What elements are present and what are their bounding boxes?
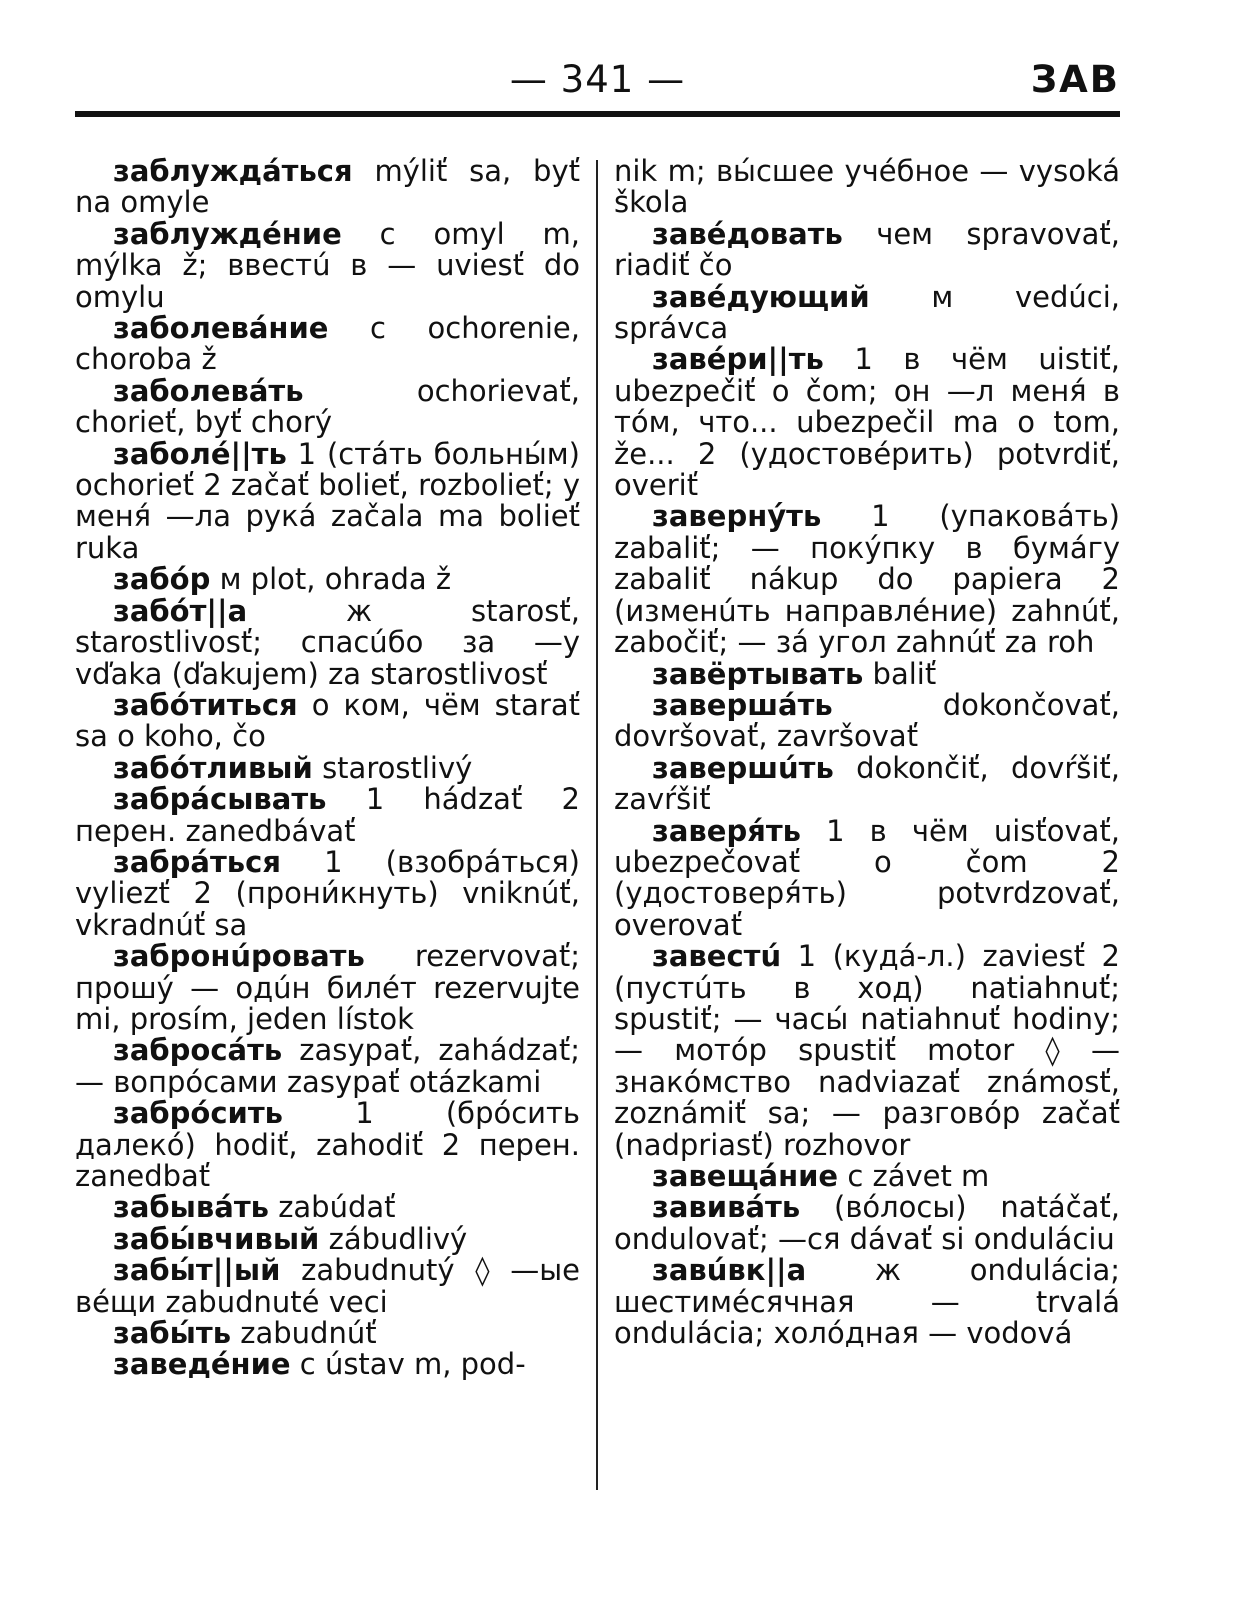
dictionary-entry: [614, 687, 1120, 754]
entry-definition: чем spravovať, riadiť čo: [614, 216, 1120, 283]
entry-headword: забóтиться: [113, 687, 298, 722]
dictionary-entry: [75, 687, 581, 754]
entry-definition: с ústav m, pod-: [299, 1347, 526, 1382]
entry-definition: с ochorenie, choroba ž: [75, 311, 580, 377]
entry-headword: заверя́ть: [652, 813, 801, 848]
dictionary-entry: [75, 373, 580, 440]
entry-headword: забронúровать: [113, 939, 365, 974]
dictionary-entry: [75, 313, 580, 376]
entry-headword: завивáть: [652, 1190, 801, 1225]
entry-definition: mýliť sa, byť na omyle: [75, 154, 580, 220]
entry-headword: завёртывать: [652, 656, 864, 691]
dictionary-entry: [75, 844, 580, 942]
dictionary-entry: [75, 750, 580, 785]
entry-definition: zasypať, zahádzať; — вопрóсами zasypať otázkami: [75, 1033, 581, 1099]
entry-headword: забы́ть: [113, 1316, 232, 1351]
dictionary-entry: [75, 1098, 580, 1192]
entry-headword: забывáть: [113, 1190, 269, 1225]
entry-headword: заблуждéние: [113, 216, 342, 251]
entry-definition: м plot, ohrada ž: [219, 562, 452, 597]
dictionary-entry: [75, 564, 580, 595]
entry-headword: завещáние: [652, 1159, 839, 1193]
entry-headword: забрáсывать: [113, 782, 327, 817]
right-column: [614, 156, 1120, 1349]
dictionary-entry: [614, 750, 1120, 817]
dictionary-entry: [75, 1035, 580, 1098]
entry-definition: ж starosť, starostlivosť; спасúбо за —у vďaka (ďakujem) za starostlivosť: [75, 593, 580, 691]
entry-headword: забóт||а: [113, 593, 248, 628]
entry-definition: dokončovať, dovršovať, završovať: [614, 687, 1120, 754]
entry-headword: заблуждáться: [113, 154, 353, 188]
dictionary-entry: [614, 1161, 1120, 1192]
entry-headword: забóтливый: [113, 750, 313, 785]
entry-headword: завéдовать: [652, 216, 843, 251]
entry-definition: 1 (взобрáться) vyliezť 2 (прони́кнуть) vniknúť, vkradnúť sa: [75, 844, 580, 942]
entry-headword: заболевáние: [113, 311, 329, 346]
entry-definition: starostlivý: [322, 750, 473, 785]
entry-definition: с omyl m, mýlka ž; ввестú в — uviesť do omylu: [75, 216, 580, 314]
dictionary-entry: [614, 344, 1120, 501]
entry-headword: забóр: [113, 562, 211, 597]
dictionary-entry: [75, 156, 580, 219]
entry-headword: завершúть: [652, 750, 834, 785]
left-column: [75, 156, 580, 1381]
dictionary-entry: [75, 1221, 580, 1256]
running-head: ЗАВ: [1030, 58, 1120, 101]
entry-definition: м vedúci, správca: [614, 279, 1121, 346]
entry-headword: завéри||ть: [652, 342, 824, 377]
dictionary-entry: [614, 1192, 1120, 1255]
dictionary-entry: [75, 216, 580, 314]
dictionary-entry: [614, 279, 1121, 346]
dictionary-entry: [614, 156, 1120, 219]
entry-headword: забы́т||ый: [113, 1253, 281, 1288]
dictionary-entry: [614, 656, 1120, 691]
dictionary-entry: [75, 1255, 580, 1318]
entry-definition: с závet m: [847, 1159, 990, 1193]
entry-headword: завернýть: [652, 499, 822, 534]
entry-definition: zabudnúť: [240, 1316, 377, 1351]
entry-headword: завестú: [652, 939, 782, 974]
entry-definition: (вóлосы) natáčať, ondulovať; —ся dávať si onduláciu: [614, 1190, 1120, 1256]
entry-headword: завершáть: [652, 687, 833, 722]
entry-definition: 1 hádzať 2 перен. zanedbávať: [75, 782, 581, 848]
entry-definition: zabúdať: [278, 1190, 396, 1225]
entry-definition: 1 (стáть больны́м) ochorieť 2 začať bolieť, rozbolieť; у меня́ —ла рукá začala ma bolieť ruka: [75, 436, 580, 565]
dictionary-entry: [614, 501, 1120, 658]
entry-headword: заболевáть: [113, 373, 304, 408]
entry-headword: забрáться: [113, 844, 281, 879]
entry-definition: rezervovať; прошý — одúн билéт rezervujte mi, prosím, jeden lístok: [75, 939, 580, 1036]
entry-definition: nik m; вы́сшее учéбное — vysoká škola: [614, 154, 1120, 220]
entry-definition: dokončiť, dovŕšiť, zavŕšiť: [614, 750, 1120, 817]
entry-definition: 1 в чём uistiť, ubezpečiť o čom; он —л меня́ в тóм, что... ubezpečil ma o tom, že... 2 (удостовéрить) potvrdiť, overiť: [614, 342, 1120, 503]
entry-headword: забы́вчивый: [113, 1221, 320, 1256]
entry-definition: zábudlivý: [328, 1221, 468, 1256]
entry-definition: 1 (брóсить далекó) hodiť, zahodiť 2 перен. zanedbať: [75, 1096, 580, 1193]
dictionary-entry: [75, 593, 580, 691]
dictionary-entry: [75, 1318, 580, 1349]
entry-headword: забрóсить: [113, 1096, 284, 1131]
page-number: — 341 —: [509, 58, 686, 101]
entry-headword: заведéние: [113, 1347, 291, 1382]
dictionary-entry: [614, 813, 1121, 942]
entry-headword: заболé||ть: [113, 436, 287, 471]
header-rule: [75, 111, 1120, 117]
column-divider: [596, 160, 598, 1490]
entry-definition: 1 (кудá-л.) zaviesť 2 (пустúть в ход) natiahnuť; spustiť; — часы́ natiahnuť hodiny; — мотóр spustiť motor ◊ — знакóмство nadviazať známosť, zoznámiť sa; — разговóр začať (nadpriasť) rozhovor: [614, 939, 1120, 1162]
dictionary-entry: [614, 1255, 1120, 1349]
entry-definition: 1 (упаковáть) zabaliť; — покýпку в бумáгу zabaliť nákup do papiera 2 (изменúть направлéние) zahnúť, zabočiť; — зá угол zahnúť za roh: [614, 499, 1120, 660]
entry-definition: ж ondulácia; шестимéсячная — trvalá ondulácia; холóдная — vodová: [614, 1253, 1120, 1351]
dictionary-entry: [75, 436, 580, 565]
dictionary-entry: [75, 1192, 580, 1223]
entry-definition: zabudnutý ◊ —ые вéщи zabudnuté veci: [75, 1253, 580, 1319]
entry-headword: завúвк||а: [652, 1253, 807, 1288]
page-header: [75, 58, 1120, 110]
dictionary-entry: [614, 216, 1120, 283]
dictionary-entry: [614, 941, 1120, 1161]
entry-definition: о ком, чём starať sa o koho, čo: [75, 687, 581, 754]
entry-headword: завéдующий: [652, 279, 870, 314]
entry-definition: ochorievať, chorieť, byť chorý: [75, 373, 580, 440]
dictionary-entry: [75, 1349, 580, 1380]
dictionary-entry: [75, 941, 580, 1035]
entry-definition: 1 в чём uisťovať, ubezpečovať o čom 2 (удостоверя́ть) potvrdzovať, overovať: [614, 813, 1121, 942]
dictionary-entry: [75, 784, 580, 847]
entry-headword: забросáть: [113, 1033, 283, 1068]
entry-definition: baliť: [872, 656, 937, 691]
